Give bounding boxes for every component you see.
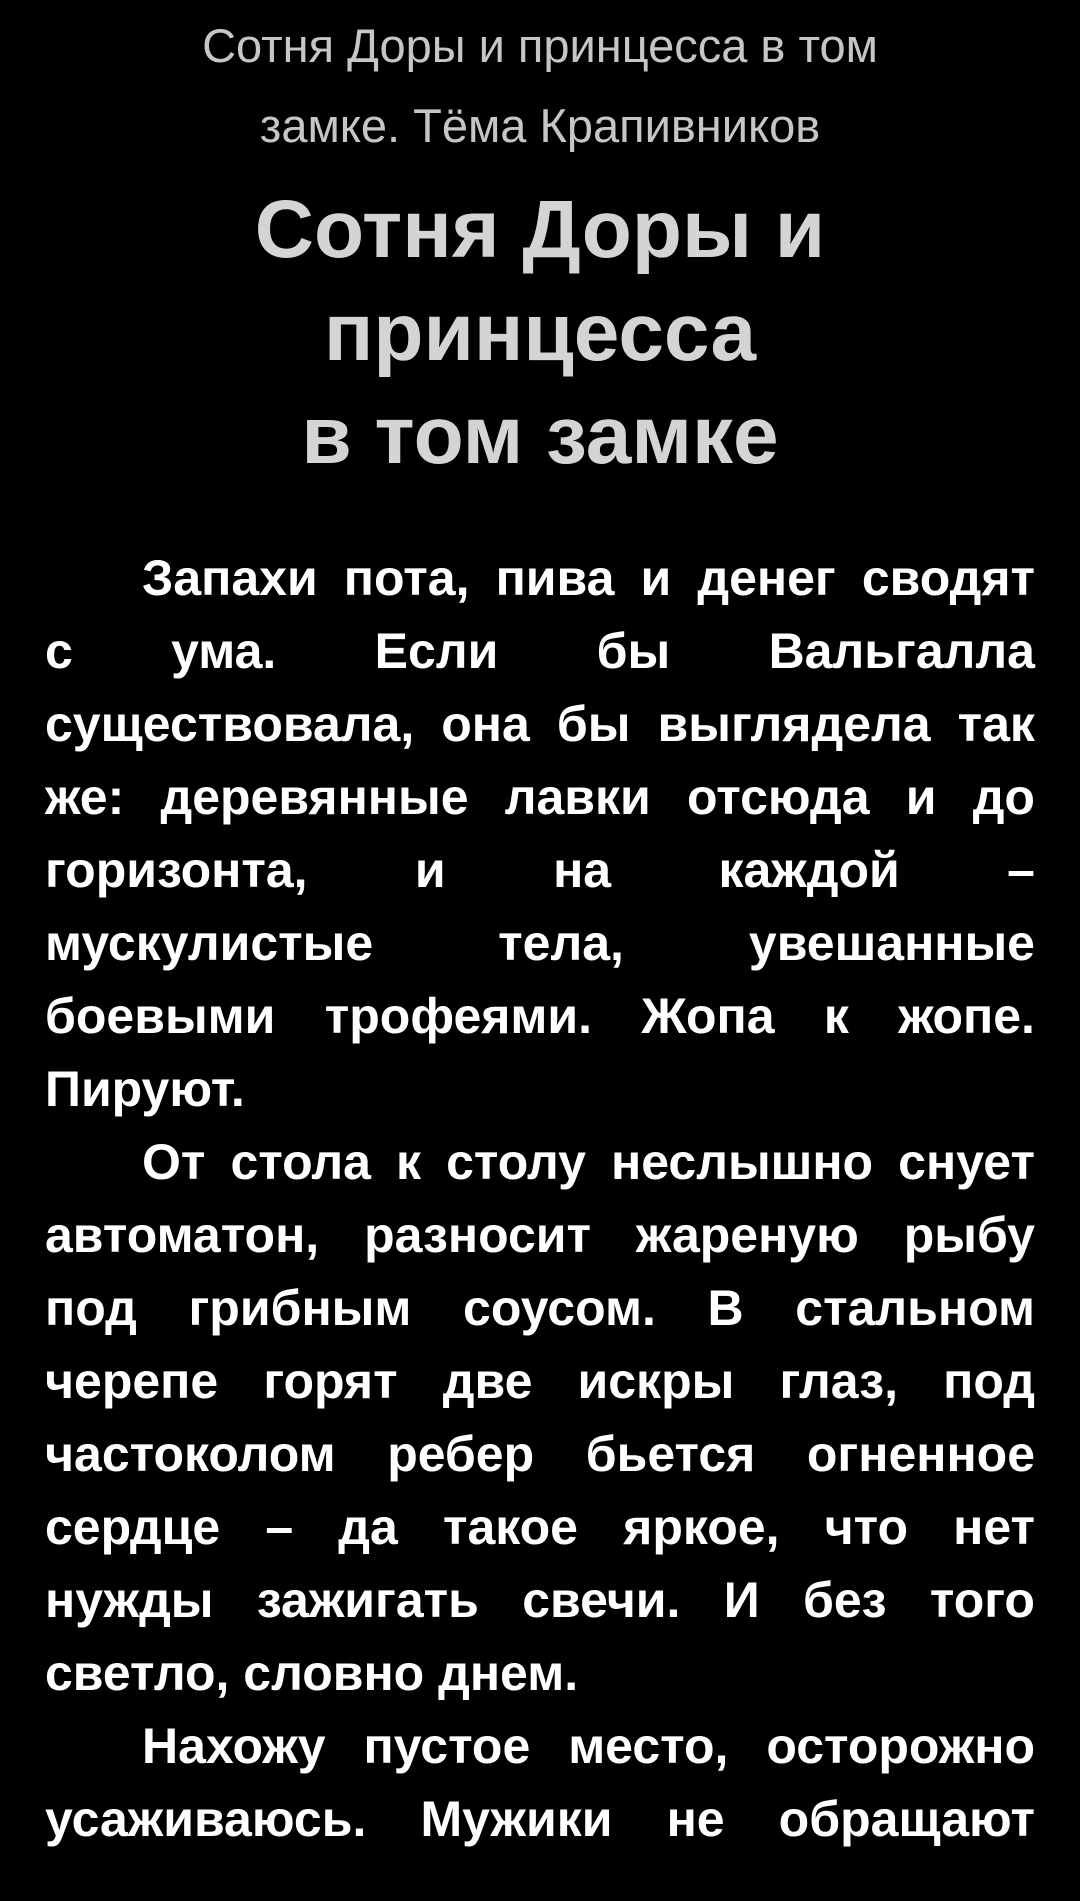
text-line: светло, словно днем. [45,1645,579,1701]
text-line: с ума. Если бы Вальгалла [45,623,1035,679]
text-line: существовала, она бы выглядела так [45,696,1035,752]
book-header-line: Сотня Доры и принцесса в том [202,19,878,72]
text-line: От стола к столу неслышно снует [142,1134,1035,1190]
text-line: под грибным соусом. В стальном [45,1280,1035,1336]
text-line: Запахи пота, пива и денег сводят [142,550,1035,606]
text-line: горизонта, и на каждой – [45,842,1035,898]
text-line: частоколом ребер бьется огненное [45,1426,1035,1482]
paragraph [45,542,1035,1126]
text-line: мускулистые тела, увешанные [45,915,1035,971]
chapter-title [35,178,1045,487]
text-line: же: деревянные лавки отсюда и до [45,769,1035,825]
text-line-clipped: усаживаюсь. Мужики не обращают [45,1791,1035,1847]
chapter-title-line: в том замке [301,390,779,481]
text-line: боевыми трофеями. Жопа к жопе. [45,988,1035,1044]
text-line: черепе горят две искры глаз, под [45,1353,1035,1409]
chapter-title-line: Сотня Доры и принцесса [254,184,826,378]
text-line: нужды зажигать свечи. И без того [45,1572,1035,1628]
text-line: Пируют. [45,1061,245,1117]
text-line: сердце – да такое яркое, что нет [45,1499,1035,1555]
paragraph [45,1710,1035,1856]
book-header-running-title [40,6,1040,166]
chapter-text [45,542,1035,1856]
text-line: автоматон, разносит жареную рыбу [45,1207,1035,1263]
book-header-line: замке. Тёма Крапивников [259,99,821,152]
text-line: Нахожу пустое место, осторожно [142,1718,1035,1774]
paragraph [45,1126,1035,1710]
